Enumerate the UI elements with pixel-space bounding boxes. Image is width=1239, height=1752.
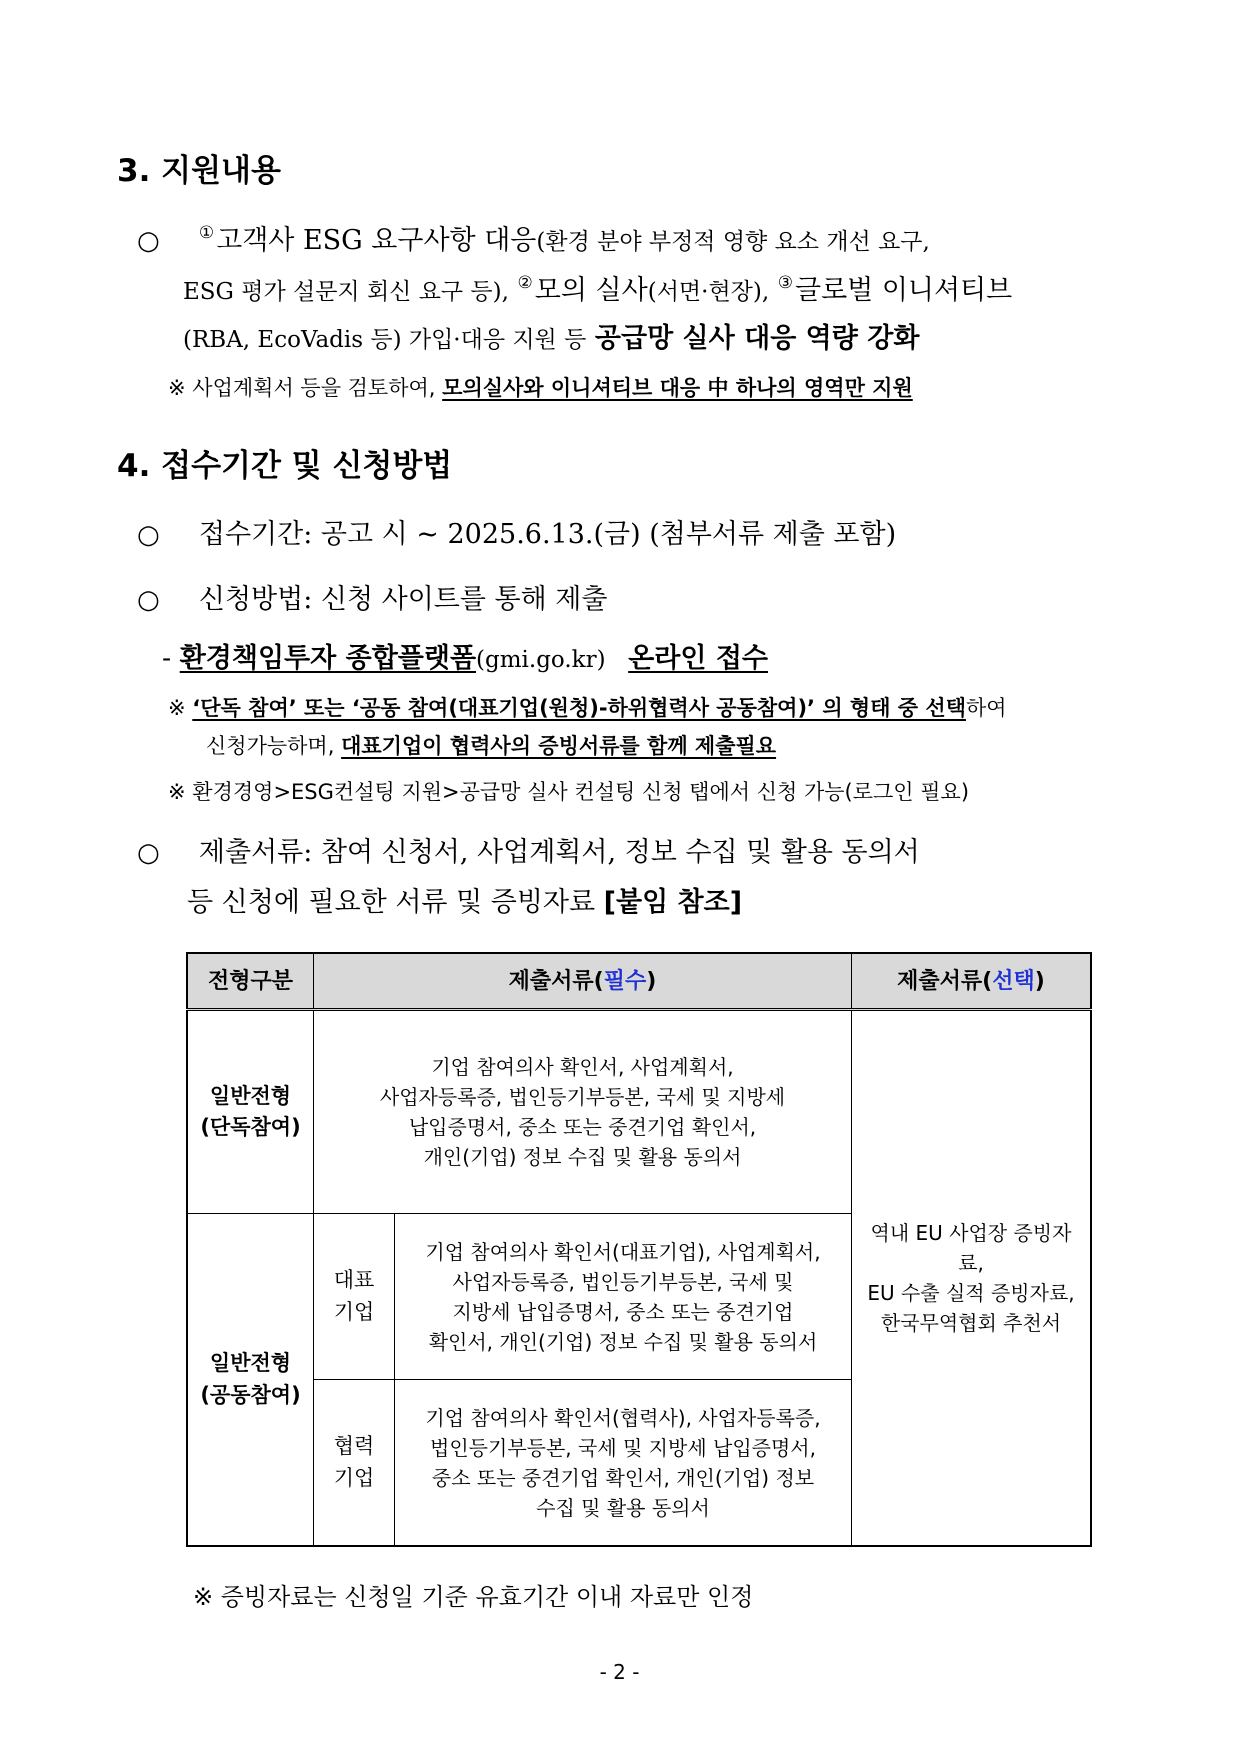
- text: 기업: [333, 1465, 375, 1490]
- note-mark: ※: [168, 376, 186, 400]
- emphasis: 온라인 접수: [628, 643, 768, 674]
- text: 기업 참여의사 확인서(대표기업), 사업계획서,: [425, 1239, 821, 1264]
- marker-1: ①: [198, 223, 215, 243]
- text: 법인등기부등본, 국세 및 지방세 납입증명서,: [430, 1435, 816, 1460]
- text: 사업자등록증, 법인등기부등본, 국세 및: [452, 1269, 794, 1294]
- optional-label: 선택: [992, 968, 1035, 994]
- text: (공동참여): [200, 1382, 301, 1407]
- text: 대표: [333, 1268, 375, 1293]
- marker-3: ③: [777, 273, 794, 293]
- text: ESG 평가 설문지 회신 요구 등),: [183, 279, 509, 305]
- text: 글로벌 이니셔티브: [795, 275, 1013, 306]
- emphasis: 공급망 실사 대응 역량 강화: [594, 323, 920, 354]
- sec3-line2: [183, 268, 1012, 307]
- optional-docs: [852, 1010, 1092, 1547]
- sec3-note: [168, 372, 913, 402]
- text: 신청방법: 신청 사이트를 통해 제출: [198, 584, 608, 615]
- header-optional: [852, 953, 1092, 1010]
- type-cell-joint: [187, 1214, 314, 1546]
- text: 제출서류(: [897, 968, 993, 994]
- text: 한국무역협회 추천서: [880, 1311, 1062, 1335]
- text: 기업 참여의사 확인서, 사업계획서,: [431, 1055, 734, 1080]
- type-cell-single: [187, 1010, 314, 1214]
- bullet: ○: [137, 520, 160, 550]
- bullet: ○: [137, 226, 160, 256]
- page-number: - 2 -: [599, 1660, 640, 1684]
- table-row: [187, 1010, 1091, 1214]
- text: EU 수출 실적 증빙자료,: [867, 1281, 1075, 1305]
- text: 사업자등록증, 법인등기부등본, 국세 및 지방세: [379, 1085, 786, 1110]
- text: 환경경영>ESG컨설팅 지원>공급망 실사 컨설팅 신청 탭에서 신청 가능(로그인 필요): [192, 780, 970, 804]
- sec4-docs-line1: [137, 830, 920, 869]
- sec3-line3: [183, 316, 919, 355]
- sub-type-lead: [314, 1214, 395, 1380]
- sec4-note2: [168, 776, 969, 806]
- note-mark: ※: [168, 696, 186, 720]
- sec4-period: [137, 512, 896, 551]
- text: ): [1034, 968, 1045, 994]
- header-required: [314, 953, 852, 1010]
- text: (RBA, EcoVadis 등) 가입·대응 지원 등: [183, 327, 587, 353]
- bullet: ○: [137, 838, 160, 868]
- text: 신청가능하며,: [206, 734, 335, 758]
- sec3-line1: [137, 218, 930, 257]
- text: 협력: [333, 1434, 375, 1459]
- text: 고객사 ESG 요구사항 대응: [216, 225, 537, 256]
- text: 중소 또는 중견기업 확인서, 개인(기업) 정보: [431, 1465, 815, 1490]
- text: 기업: [333, 1299, 375, 1324]
- text: 제출서류(: [508, 968, 604, 994]
- sec4-docs-line2: [187, 880, 742, 919]
- emphasis: 모의실사와 이니셔티브 대응 中 하나의 영역만 지원: [442, 376, 913, 400]
- emphasis: ‘단독 참여’ 또는 ‘공동 참여(대표기업(원청)-하위협력사 공동참여)’ 의 형태 중 선택: [192, 696, 966, 720]
- text: 확인서, 개인(기업) 정보 수집 및 활용 동의서: [428, 1329, 818, 1354]
- text: 납입증명서, 중소 또는 중견기업 확인서,: [408, 1115, 757, 1140]
- text: 모의 실사: [534, 275, 648, 306]
- platform-name: 환경책임투자 종합플랫폼: [179, 643, 477, 674]
- text: 사업계획서 등을 검토하여,: [192, 376, 436, 400]
- required-docs-single: [314, 1010, 852, 1214]
- text: (서면·현장),: [647, 279, 770, 305]
- text: 하여: [965, 696, 1007, 720]
- required-docs-partner: [395, 1380, 852, 1546]
- sec4-note1-line2: [206, 730, 776, 760]
- note-mark: ※: [168, 780, 186, 804]
- text: 개인(기업) 정보 수집 및 활용 동의서: [423, 1145, 742, 1170]
- sub-type-partner: [314, 1380, 395, 1546]
- text: 일반전형: [209, 1351, 292, 1376]
- dash: -: [162, 643, 172, 674]
- text: (단독참여): [200, 1115, 301, 1140]
- footnote: ※ 증빙자료는 신청일 기준 유효기간 이내 자료만 인정: [193, 1583, 754, 1611]
- sec4-method: [137, 577, 607, 616]
- emphasis: 대표기업이 협력사의 증빙서류를 함께 제출필요: [341, 734, 777, 758]
- text: 일반전형: [209, 1083, 292, 1108]
- text: 기업 참여의사 확인서(협력사), 사업자등록증,: [425, 1405, 821, 1430]
- required-label: 필수: [603, 968, 647, 994]
- required-docs-lead: [395, 1214, 852, 1380]
- section-4-title: 4. 접수기간 및 신청방법: [117, 448, 453, 484]
- emphasis: [붙임 참조]: [603, 887, 743, 918]
- section-3-title: 3. 지원내용: [117, 153, 281, 189]
- text: 접수기간: 공고 시 ~ 2025.6.13.(금) (첨부서류 제출 포함): [198, 519, 897, 550]
- text: 수집 및 활용 동의서: [536, 1495, 710, 1520]
- text: 등 신청에 필요한 서류 및 증빙자료: [187, 887, 596, 918]
- text: 역내 EU 사업장 증빙자료,: [870, 1221, 1072, 1275]
- documents-table: [186, 952, 1092, 1547]
- text: (환경 분야 부정적 영향 요소 개선 요구,: [536, 229, 930, 255]
- platform-url: (gmi.go.kr): [476, 647, 606, 673]
- text: 제출서류: 참여 신청서, 사업계획서, 정보 수집 및 활용 동의서: [198, 837, 920, 868]
- bullet: ○: [137, 585, 160, 615]
- sec4-note1-line1: [168, 692, 1007, 722]
- sec4-platform: [162, 636, 768, 675]
- marker-2: ②: [517, 273, 533, 293]
- text: 지방세 납입증명서, 중소 또는 중견기업: [452, 1299, 794, 1324]
- text: ): [646, 968, 657, 994]
- header-type: 전형구분: [187, 953, 314, 1010]
